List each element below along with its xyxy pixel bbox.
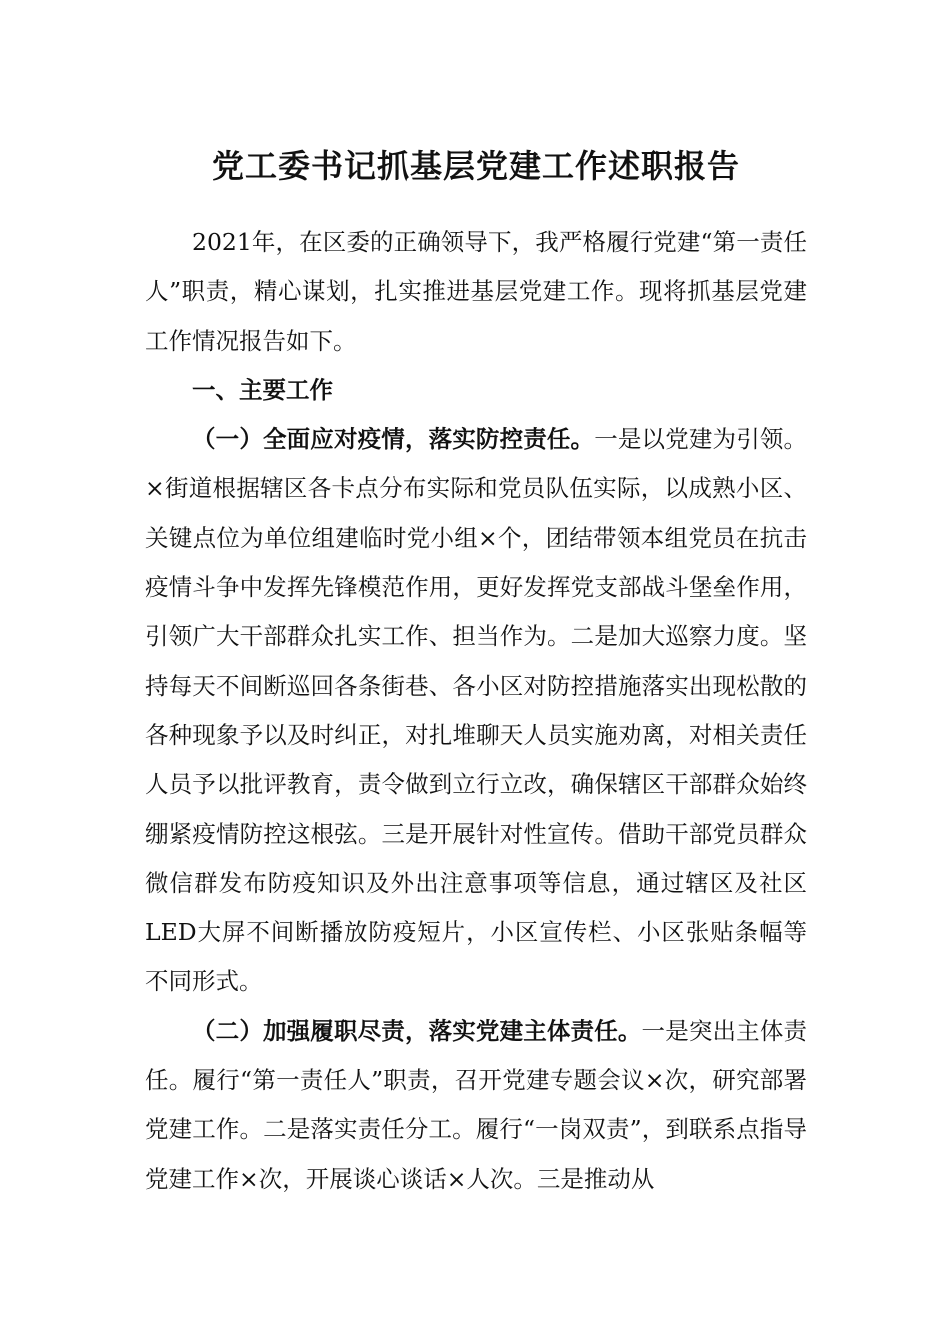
section-heading: 一、主要工作 (192, 375, 333, 404)
document-body (145, 218, 807, 1204)
paragraph-1 (145, 415, 807, 1007)
intro-paragraph: 2021年，在区委的正确领导下，我严格履行党建“第一责任人”职责，精心谋划，扎实推进基层党建工作。现将抓基层党建工作情况报告如下。 (145, 228, 807, 355)
paragraph-2-text: 一是突出主体责任。履行“第一责任人”职责，召开党建专题会议×次，研究部署党建工作。二是落实责任分工。履行“一岗双责”，到联系点指导党建工作×次，开展谈心谈话×人次。三是推动从 (145, 1016, 808, 1193)
paragraph-2 (145, 1007, 807, 1204)
paragraph-1-lead: （一）全面应对疫情，落实防控责任。 (192, 425, 595, 454)
document-title: 党工委书记抓基层党建工作述职报告 (211, 147, 740, 185)
paragraph-2-lead: （二）加强履职尽责，落实党建主体责任。 (192, 1016, 642, 1045)
paragraph-1-text: 一是以党建为引领。×街道根据辖区各卡点分布实际和党员队伍实际，以成熟小区、关键点位为单位组建临时党小组×个，团结带领本组党员在抗击疫情斗争中发挥先锋模范作用，更好发挥党支部战斗堡垒作用，引领广大干部群众扎实工作、担当作为。二是加大巡察力度。坚持每天不间断巡回各条街巷、各小区对防控措施落实出现松散的各种现象予以及时纠正，对扎堆聊天人员实施劝离，对相关责任人员予以批评教育，责令做到立行立改，确保辖区干部群众始终绷紧疫情防控这根弦。三是开展针对性宣传。借助干部党员群众微信群发布防疫知识及外出注意事项等信息，通过辖区及社区LED大屏不间断播放防疫短片，小区宣传栏、小区张贴条幅等不同形式。 (145, 425, 808, 996)
